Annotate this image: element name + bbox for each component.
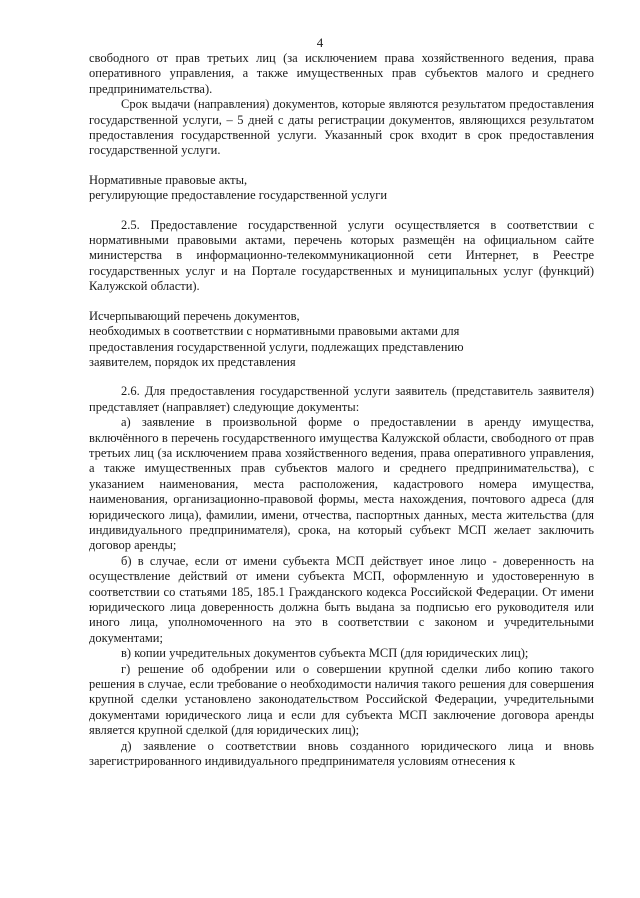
list-item-g: г) решение об одобрении или о совершении крупной сделки либо копию такого решения в случае, если требование о необходимости наличия такого решения для совершения крупной сделки установлено законодательством Российской Федерации, учредительными документами юридического лица и если для субъекта МСП заключение договора аренды является крупной сделкой (для юридических лиц);	[89, 661, 594, 738]
list-item-d: д) заявление о соответствии вновь созданного юридического лица и вновь зарегистрированного индивидуального предпринимателя условиям отнесения к	[89, 738, 594, 769]
heading-line: Исчерпывающий перечень документов,	[89, 308, 300, 323]
heading-line: заявителем, порядок их представления	[89, 354, 296, 369]
document-body	[89, 51, 594, 769]
heading-line: регулирующие предоставление государственной услуги	[89, 188, 388, 203]
heading-line: предоставления государственной услуги, подлежащих представлению	[89, 339, 464, 354]
heading-documents-list	[89, 309, 594, 371]
list-item-b: б) в случае, если от имени субъекта МСП действует иное лицо - доверенность на осуществление действий от имени субъекта МСП, оформленную и удостоверенную в соответствии со статьями 185, 185.1 Гражданского кодекса Российской Федерации. От имени юридического лица доверенность должна быть выдана за подписью его руководителя или иного лица, уполномоченного на это в соответствии с законом и учредительными документами;	[89, 553, 594, 645]
paragraph-2-6: 2.6. Для предоставления государственной услуги заявитель (представитель заявителя) представляет (направляет) следующие документы:	[89, 384, 594, 414]
paragraph-issue-deadline: Срок выдачи (направления) документов, которые являются результатом предоставления государственной услуги, – 5 дней с даты регистрации документов, являющихся результатом предоставления государственной услуги. Указанный срок входит в срок предоставления государственной услуги.	[89, 97, 594, 158]
heading-line: необходимых в соответствии с нормативными правовыми актами для	[89, 324, 460, 339]
heading-line: Нормативные правовые акты,	[89, 172, 248, 187]
paragraph-2-5: 2.5. Предоставление государственной услуги осуществляется в соответствии с нормативными правовыми актами, перечень которых размещён на официальном сайте министерства в информационно-телекоммуникационной сети Интернет, в Реестре государственных услуг и на Портале государственных и муниципальных услуг (функций) Калужской области).	[89, 217, 594, 294]
paragraph-continuation: свободного от прав третьих лиц (за исключением права хозяйственного ведения, права оперативного управления, а также имущественных прав субъектов малого и среднего предпринимательства).	[89, 51, 594, 96]
heading-legal-acts	[89, 173, 594, 204]
list-item-v: в) копии учредительных документов субъекта МСП (для юридических лиц);	[121, 646, 529, 661]
list-item-a: а) заявление в произвольной форме о предоставлении в аренду имущества, включённого в перечень государственного имущества Калужской области, свободного от прав третьих лиц (за исключением права хозяйственного ведения, права оперативного управления, а также имущественных прав субъектов малого и среднего предпринимательства), с указанием наименования, места расположения, кадастрового номера имущества, наименования, организационно-правовой формы, места нахождения, почтового адреса (для юридического лица), фамилии, имени, отчества, паспортных данных, места жительства (для индивидуального предпринимателя), срока, на который субъект МСП желает заключить договор аренды;	[89, 415, 594, 553]
page-number: 4	[316, 35, 324, 50]
